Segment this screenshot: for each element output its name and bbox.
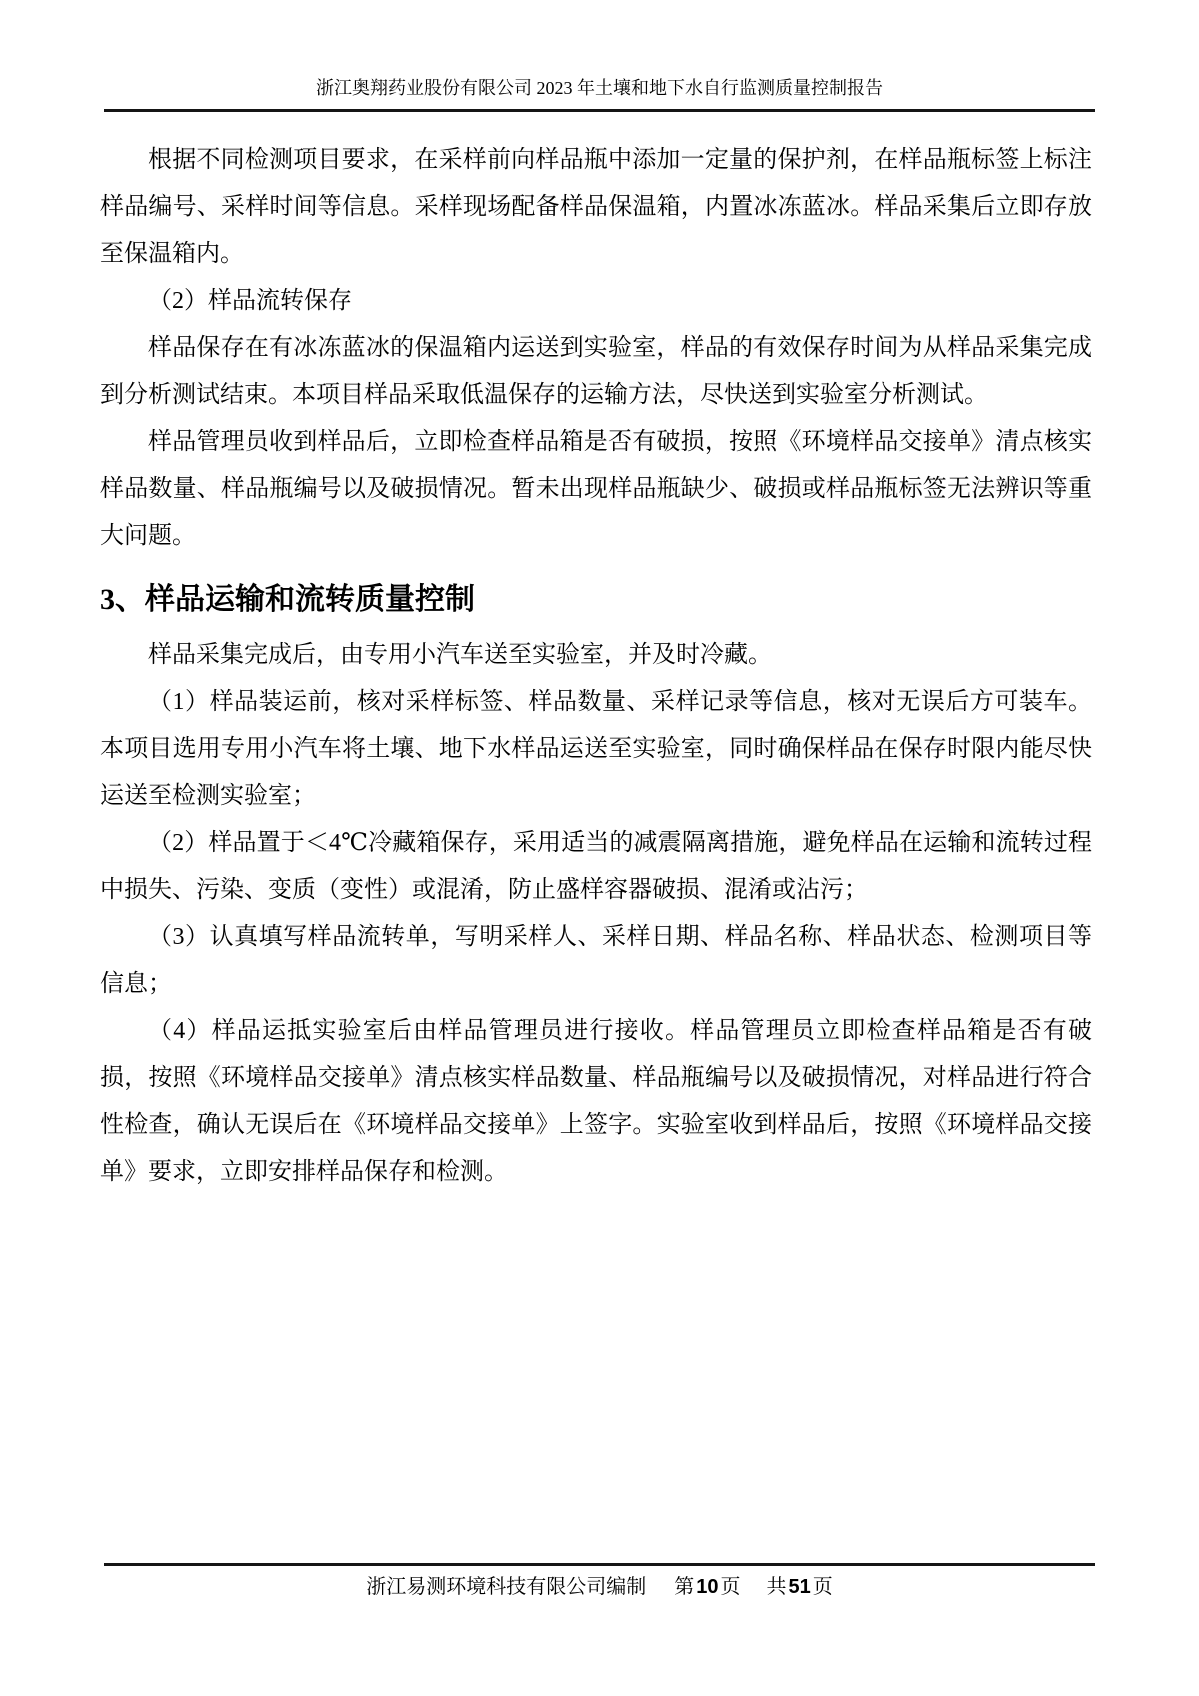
page-footer (0, 1563, 1199, 1600)
footer-total-info (767, 1576, 833, 1598)
footer-page-unit: 页 (720, 1576, 741, 1598)
body-paragraph: 样品保存在有冰冻蓝冰的保温箱内运送到实验室，样品的有效保存时间为从样品采集完成到分析测试结束。本项目样品采取低温保存的运输方法，尽快送到实验室分析测试。 (100, 335, 1092, 408)
body-paragraph: 样品管理员收到样品后，立即检查样品箱是否有破损，按照《环境样品交接单》清点核实样品数量、样品瓶编号以及破损情况。暂未出现样品瓶缺少、破损或样品瓶标签无法辨识等重大问题。 (100, 429, 1092, 549)
footer-total-unit: 页 (812, 1576, 833, 1598)
footer-page-number: 10 (696, 1576, 719, 1598)
footer-page-label: 第 (674, 1576, 695, 1598)
body-paragraph: （2）样品置于＜4℃冷藏箱保存，采用适当的减震隔离措施，避免样品在运输和流转过程中损失、污染、变质（变性）或混淆，防止盛样容器破损、混淆或沾污； (100, 830, 1092, 903)
page-header (0, 0, 1199, 109)
body-paragraph: （3）认真填写样品流转单，写明采样人、采样日期、样品名称、样品状态、检测项目等信息； (100, 924, 1092, 997)
body-paragraph: （4）样品运抵实验室后由样品管理员进行接收。样品管理员立即检查样品箱是否有破损，按照《环境样品交接单》清点核实样品数量、样品瓶编号以及破损情况，对样品进行符合性检查，确认无误后在《环境样品交接单》上签字。实验室收到样品后，按照《环境样品交接单》要求，立即安排样品保存和检测。 (100, 1018, 1092, 1185)
footer-total-number: 51 (788, 1576, 811, 1598)
body-paragraph: （2）样品流转保存 (148, 288, 352, 314)
body-paragraph: 样品采集完成后，由专用小汽车送至实验室，并及时冷藏。 (148, 642, 772, 668)
body-paragraph: 根据不同检测项目要求，在采样前向样品瓶中添加一定量的保护剂，在样品瓶标签上标注样品编号、采样时间等信息。采样现场配备样品保温箱，内置冰冻蓝冰。样品采集后立即存放至保温箱内。 (100, 147, 1092, 267)
footer-page-info (674, 1576, 740, 1598)
section-heading: 3、样品运输和流转质量控制 (100, 583, 475, 616)
document-body (0, 112, 1199, 1196)
footer-total-label: 共 (766, 1576, 787, 1598)
footer-text (0, 1566, 1199, 1600)
body-paragraph: （1）样品装运前，核对采样标签、样品数量、采样记录等信息，核对无误后方可装车。本项目选用专用小汽车将土壤、地下水样品运送至实验室，同时确保样品在保存时限内能尽快运送至检测实验室； (100, 689, 1092, 809)
page-header-title: 浙江奥翔药业股份有限公司 2023 年土壤和地下水自行监测质量控制报告 (316, 78, 883, 98)
footer-company: 浙江易测环境科技有限公司编制 (366, 1576, 647, 1598)
